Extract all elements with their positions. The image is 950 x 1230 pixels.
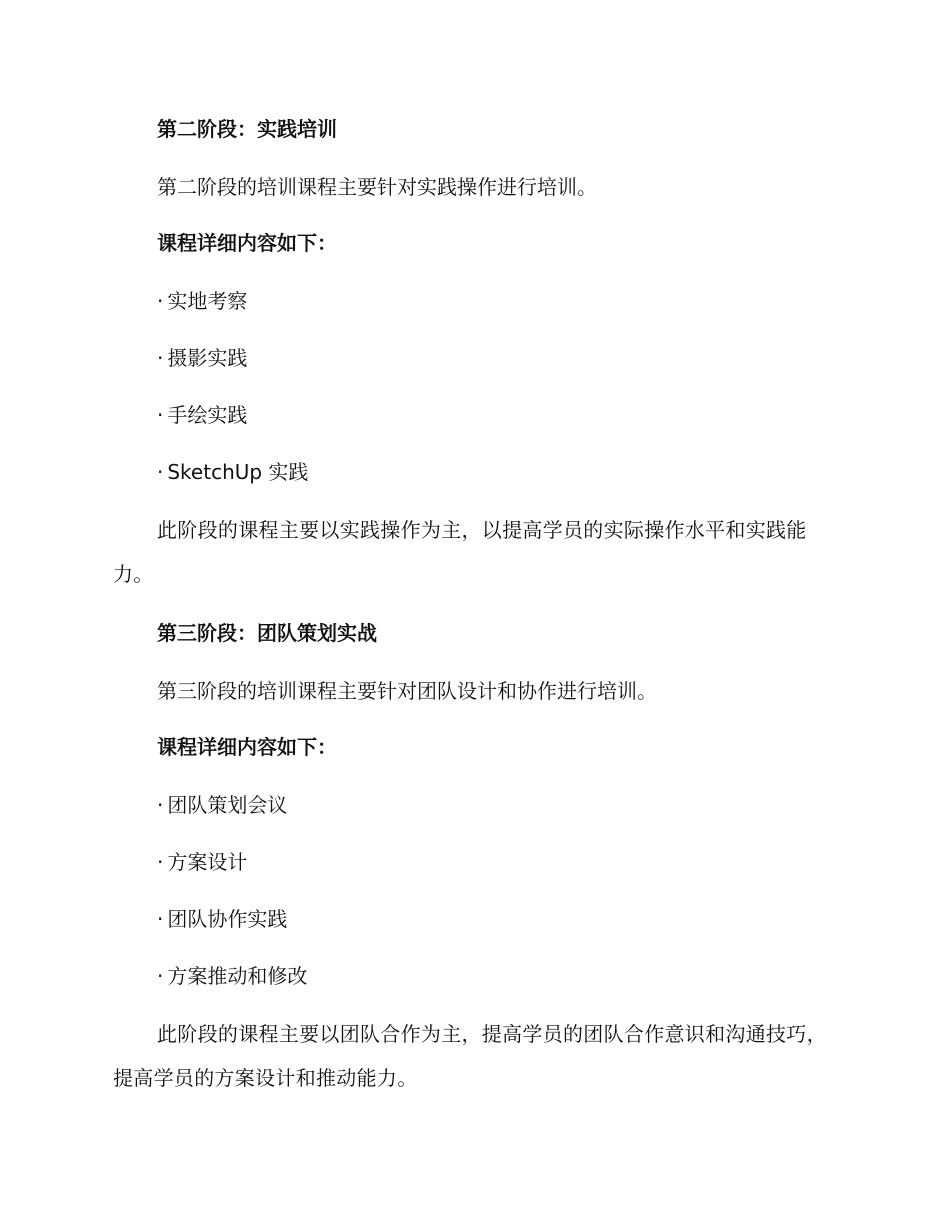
- list-item-text: 团队协作实践: [167, 907, 288, 931]
- list-item: [157, 401, 247, 429]
- list-item: [157, 344, 247, 372]
- stage2-summary: 此阶段的课程主要以实践操作为主，以提高学员的实际操作水平和实践能力。: [113, 518, 807, 586]
- list-item: [157, 791, 287, 819]
- list-item-text: 实地考察: [167, 289, 248, 313]
- list-item: [157, 287, 247, 315]
- bullet-icon: ·: [157, 793, 164, 817]
- list-item-text: SketchUp 实践: [167, 460, 309, 484]
- stage3-heading: 第三阶段：团队策划实战: [157, 621, 377, 645]
- bullet-icon: ·: [157, 850, 164, 874]
- stage3-details-heading: 课程详细内容如下：: [157, 735, 337, 759]
- list-item-text: 方案设计: [167, 850, 248, 874]
- bullet-icon: ·: [157, 403, 164, 427]
- list-item-text: 手绘实践: [167, 403, 248, 427]
- list-item-text: 团队策划会议: [167, 793, 288, 817]
- stage3-summary: 此阶段的课程主要以团队合作为主，提高学员的团队合作意识和沟通技巧，提高学员的方案设计和推动能力。: [113, 1022, 827, 1090]
- bullet-icon: ·: [157, 346, 164, 370]
- list-item: [157, 905, 287, 933]
- stage2-heading: 第二阶段：实践培训: [157, 117, 337, 141]
- list-item: [157, 962, 307, 990]
- stage2-intro: 第二阶段的培训课程主要针对实践操作进行培训。: [157, 175, 597, 199]
- stage2-details-heading: 课程详细内容如下：: [157, 231, 337, 255]
- bullet-icon: ·: [157, 460, 164, 484]
- bullet-icon: ·: [157, 289, 164, 313]
- list-item: [157, 848, 247, 876]
- bullet-icon: ·: [157, 907, 164, 931]
- list-item: [157, 458, 308, 486]
- bullet-icon: ·: [157, 964, 164, 988]
- stage3-intro: 第三阶段的培训课程主要针对团队设计和协作进行培训。: [157, 679, 657, 703]
- list-item-text: 摄影实践: [167, 346, 248, 370]
- list-item-text: 方案推动和修改: [167, 964, 308, 988]
